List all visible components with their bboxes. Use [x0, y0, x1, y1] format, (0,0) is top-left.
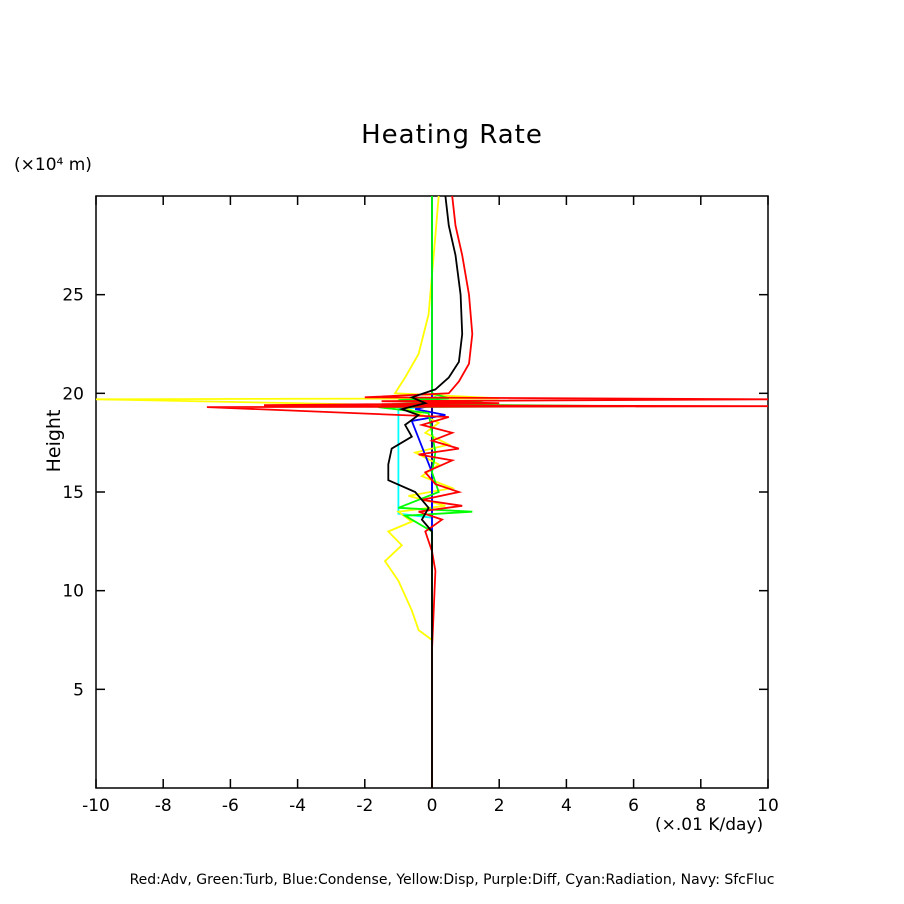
x-tick-label: -8 [154, 796, 172, 816]
y-axis-units-text: (×10⁴ m) [14, 155, 92, 175]
x-tick-label: 4 [560, 796, 572, 816]
x-tick-label: -4 [289, 796, 307, 816]
series-line-adv [207, 196, 768, 788]
x-tick-label: -6 [221, 796, 239, 816]
y-tick-label: 10 [62, 581, 84, 602]
legend: Red:Adv, Green:Turb, Blue:Condense, Yellow:Disp, Purple:Diff, Cyan:Radiation, Navy: SfcFluc [129, 872, 775, 888]
series-line-radiation [398, 196, 442, 788]
x-tick-label: -10 [82, 796, 110, 816]
y-tick-label: 25 [62, 285, 84, 306]
page-title: Heating Rate [361, 120, 543, 150]
data-series [96, 196, 768, 788]
y-axis-label: Height [43, 409, 65, 473]
y-tick-label: 5 [73, 680, 84, 701]
y-tick-label: 15 [62, 483, 84, 503]
axis-ticks [62, 196, 778, 816]
x-tick-label: 0 [426, 796, 438, 816]
x-tick-label: -2 [356, 796, 374, 816]
x-tick-label: 8 [695, 796, 707, 816]
x-axis-label: (×.01 K/day) [655, 815, 764, 835]
x-tick-label: 2 [493, 796, 505, 816]
x-tick-label: 10 [757, 796, 779, 816]
x-tick-label: 6 [628, 796, 640, 816]
y-tick-label: 20 [62, 384, 84, 405]
